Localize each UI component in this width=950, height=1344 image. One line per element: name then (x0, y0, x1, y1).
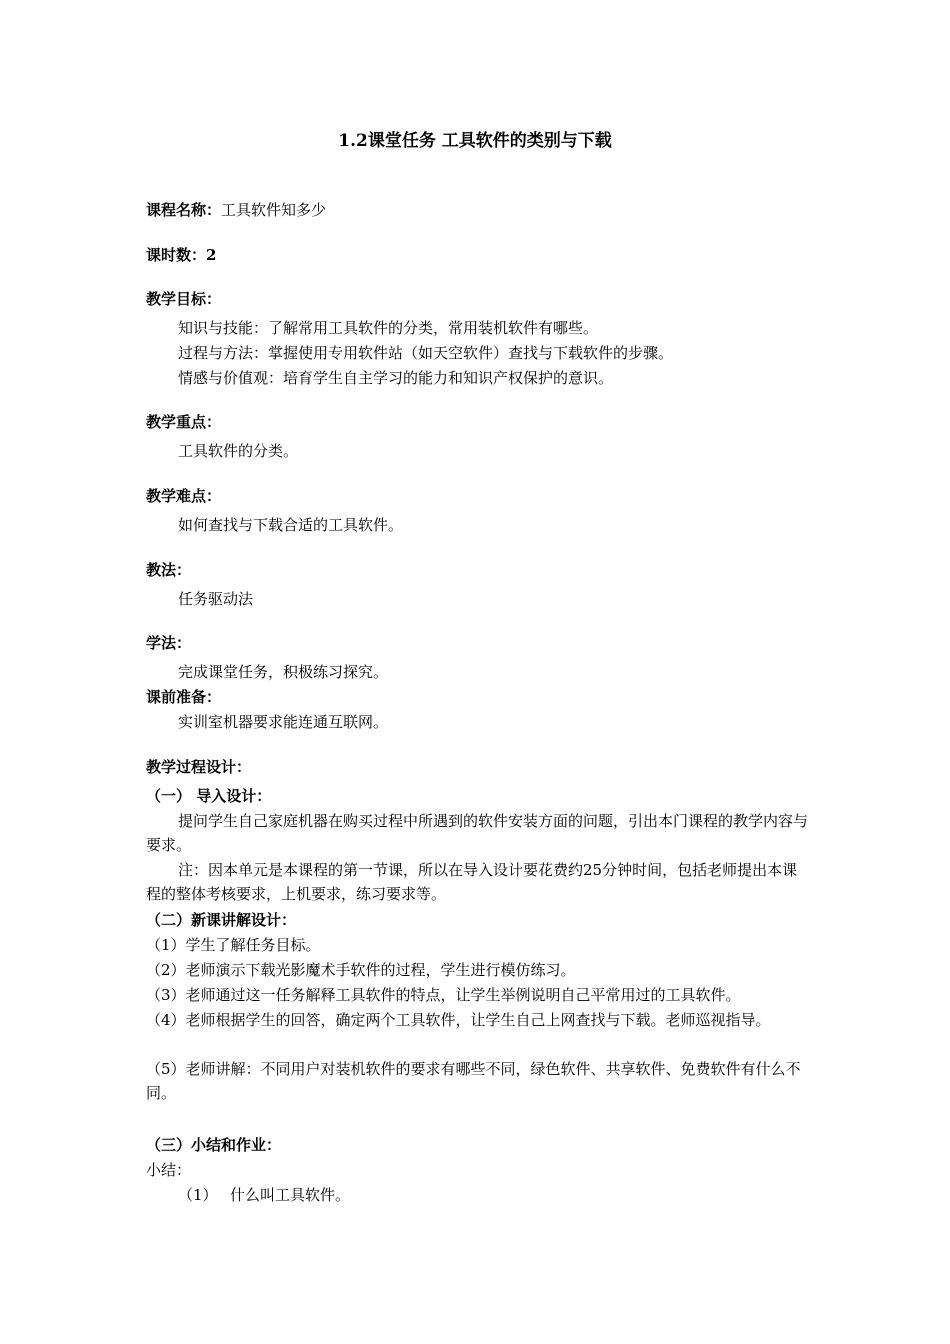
objective-values: 情感与价值观：培育学生自主学习的能力和知识产权保护的意识。 (178, 369, 614, 387)
summary-label: 小结： (146, 1161, 192, 1179)
part1-heading: （一） 导入设计： (146, 787, 272, 805)
learning-value: 完成课堂任务，积极练习探究。 (178, 663, 389, 681)
course-name-value: 工具软件知多少 (221, 201, 327, 219)
document-title: 1.2课堂任务 工具软件的类别与下载 (338, 131, 612, 151)
part3-heading: （三）小结和作业： (146, 1136, 282, 1154)
method-label: 教法： (146, 561, 192, 579)
hours-value: 2 (206, 246, 217, 264)
course-name-label: 课程名称： (146, 201, 222, 219)
key-point-label: 教学重点： (146, 413, 222, 431)
difficulty-value: 如何查找与下载合适的工具软件。 (178, 516, 404, 534)
objectives-label: 教学目标： (146, 290, 222, 308)
part2-item-3: （3）老师通过这一任务解释工具软件的特点，让学生举例说明自己平常用过的工具软件。 (146, 986, 741, 1004)
summary-item-number: （1） (178, 1186, 218, 1204)
difficulty-label: 教学难点： (146, 487, 222, 505)
process-label: 教学过程设计： (146, 758, 252, 776)
method-value: 任务驱动法 (178, 590, 254, 608)
part2-item-4: （4）老师根据学生的回答，确定两个工具软件，让学生自己上网查找与下载。老师巡视指导。 (146, 1011, 771, 1029)
course-name-line (146, 198, 326, 222)
summary-item-text: 什么叫工具软件。 (230, 1186, 351, 1204)
objective-process: 过程与方法：掌握使用专用软件站（如天空软件）查找与下载软件的步骤。 (178, 344, 674, 362)
part1-paragraph-1: 提问学生自己家庭机器在购买过程中所遇到的软件安装方面的问题，引出本门课程的教学内容与要求。 (146, 812, 809, 854)
summary-item-1 (178, 1183, 350, 1207)
part1-paragraph-2: 注：因本单元是本课程的第一节课，所以在导入设计要花费约25分钟时间，包括老师提出本课程的整体考核要求，上机要求，练习要求等。 (146, 861, 798, 903)
hours-label: 课时数： (146, 246, 207, 264)
preparation-label: 课前准备： (146, 688, 222, 706)
part2-heading: （二）新课讲解设计： (146, 911, 297, 929)
learning-label: 学法： (146, 634, 192, 652)
part2-item-5: （5）老师讲解：不同用户对装机软件的要求有哪些不同，绿色软件、共享软件、免费软件有什么不同。 (146, 1060, 801, 1102)
part2-item-2: （2）老师演示下载光影魔术手软件的过程，学生进行模仿练习。 (146, 961, 576, 979)
preparation-value: 实训室机器要求能连通互联网。 (178, 713, 389, 731)
objective-knowledge: 知识与技能：了解常用工具软件的分类，常用装机软件有哪些。 (178, 319, 599, 337)
key-point-value: 工具软件的分类。 (178, 442, 299, 460)
hours-line (146, 243, 216, 267)
part2-item-1: （1）学生了解任务目标。 (146, 936, 321, 954)
